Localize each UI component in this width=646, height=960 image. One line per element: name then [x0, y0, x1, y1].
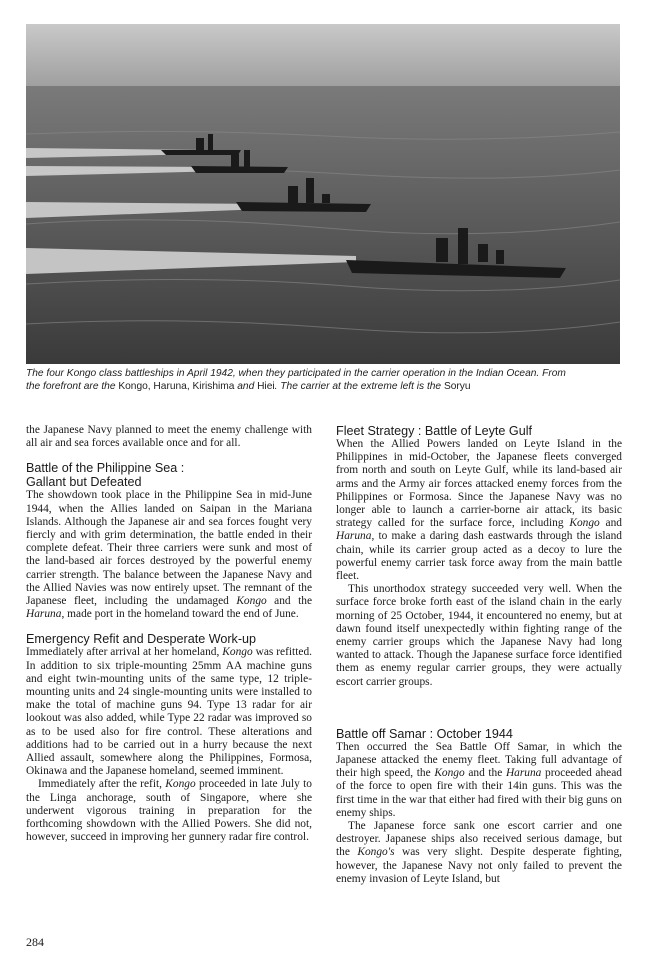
- caption-text: and: [234, 381, 258, 392]
- photo-caption: [26, 367, 626, 393]
- section-heading: Battle of the Philippine Sea :: [26, 461, 185, 476]
- caption-text: . The carrier at the extreme left is the: [274, 381, 444, 392]
- page-number: 284: [26, 935, 44, 949]
- text-run: The showdown took place in the Philippine Sea in mid-June 1944, when the Allies landed on Saipan in the Mariana Islands. Although the Japanese air and sea forces fought very fiercly and with grim determination, the battle ended in their complete defeat. Their three carriers were sunk and most of the land-based air forces destroyed by the powerful enemy carrier strength. The balance between the Japanese Navy and the Allied Navies was now entirely upset. The remnant of the Japanese fleet, including the undamaged: [26, 489, 312, 608]
- caption-line-1: The four Kongo class battleships in April 1942, when they participated in the carrier operation in the Indian Ocean. From: [26, 368, 566, 379]
- ship-name: Kongo's: [357, 846, 395, 859]
- text-run: and: [599, 517, 623, 530]
- right-column: [336, 424, 622, 886]
- body-paragraph: [26, 778, 312, 844]
- ship-name: Haruna: [336, 530, 372, 543]
- text-run: The Japanese force sank one escort carrier and one destroyer. Japanese ships also received serious damage, but the: [336, 820, 622, 859]
- ship-name: Kongo: [569, 517, 600, 530]
- section-heading: Battle off Samar : October 1944: [336, 726, 513, 741]
- text-run: and the: [266, 595, 313, 608]
- section-heading: Gallant but Defeated: [26, 475, 142, 490]
- text-run: proceeded ahead of the force to open fire with their 14in guns. This was the first time in the war that either had fired with their big guns on enemy ships.: [336, 767, 622, 819]
- caption-text: the forefront are the: [26, 381, 119, 392]
- caption-carrier-name: Soryu: [443, 381, 471, 392]
- text-run: Immediately after arrival at her homeland,: [26, 646, 223, 659]
- text-run: Then occurred the Sea Battle Off Samar, in which the Japanese attacked the enemy fleet. Taking full advantage of their high speed, the: [336, 740, 622, 780]
- intro-paragraph: the Japanese Navy planned to meet the enemy challenge with all air and sea forces available once and for all.: [26, 424, 312, 450]
- text-run: was very slight. Despite desperate fighting, however, the Japanese Navy not only failed to prevent the enemy invasion of Leyte Island, but: [336, 846, 622, 885]
- ship-name: Kongo: [236, 595, 267, 608]
- caption-line-2: [26, 380, 626, 393]
- text-run: proceeded in late July to the Linga anchorage, south of Singapore, where she underwent vigorous training in preparation for the forthcoming showdown with the Allied Powers. She did not, however, succeed in improving her gunnery radar fire control.: [26, 778, 313, 844]
- text-run: , to make a daring dash eastwards through the island chain, while its carrier group acted as a decoy to lure the powerful enemy carrier task force away from the main battle fleet.: [336, 530, 622, 583]
- text-run: and the: [464, 767, 506, 780]
- ship-name: Haruna: [26, 608, 62, 621]
- body-paragraph: [336, 438, 622, 583]
- ship-name: Haruna: [505, 767, 542, 780]
- ship-name: Kongo: [222, 646, 253, 659]
- section-heading: Fleet Strategy : Battle of Leyte Gulf: [336, 424, 533, 438]
- body-paragraph: [336, 820, 622, 886]
- ship-name: Kongo: [434, 767, 465, 780]
- text-run: Immediately after the refit,: [38, 778, 166, 791]
- caption-ship-name: Hiei: [257, 381, 275, 392]
- text-run: was refitted. In addition to six triple-mounting 25mm AA machine guns and eight twin-mounting units of the same type, 12 triple-mounting units and 24 single-mounting units were installed to make the total of machine guns 94. Type 13 radar for air lookout was also added, while Type 22 radar was improved so as to be used also for fire control. These alterations and additions had to be carried out in a hurry because the next Allied assault, somewhere along the Philippines, Formosa, Okinawa and the Japanese homeland, seemed imminent.: [26, 646, 312, 778]
- caption-ship-names: Kongo, Haruna, Kirishima: [118, 381, 235, 392]
- ship-name: Kongo: [165, 778, 196, 791]
- left-column: [26, 424, 312, 844]
- body-paragraph: [26, 646, 312, 778]
- body-paragraph: This unorthodox strategy succeeded very well. When the surface force broke forth east of the island chain in the early morning of 25 October, 1944, it encountered no enemy, but at dawn found itself unexpectedly within fighting range of the enemy carrier groups which the Japanese Navy had long wanted to attack. Though the Japanese surface force identified them as enemy regular carrier groups, they were actually escort carrier groups.: [336, 583, 622, 688]
- text-run: When the Allied Powers landed on Leyte Island in the Philippines in mid-October, the Japanese fleets converged from north and south on Leyte Gulf, while its land-based air arms and the Army air forces attacked enemy forces from the Philippines or Formosa. Since the Japanese Navy was no longer able to launch a carrier-borne air attack, its basic strategy called for the surface force, including: [336, 438, 622, 530]
- body-paragraph: [336, 741, 622, 820]
- body-paragraph: [26, 489, 312, 621]
- battleships-photo: [26, 24, 620, 364]
- text-run: , made port in the homeland toward the end of June.: [61, 608, 299, 621]
- section-heading: Emergency Refit and Desperate Work-up: [26, 632, 257, 647]
